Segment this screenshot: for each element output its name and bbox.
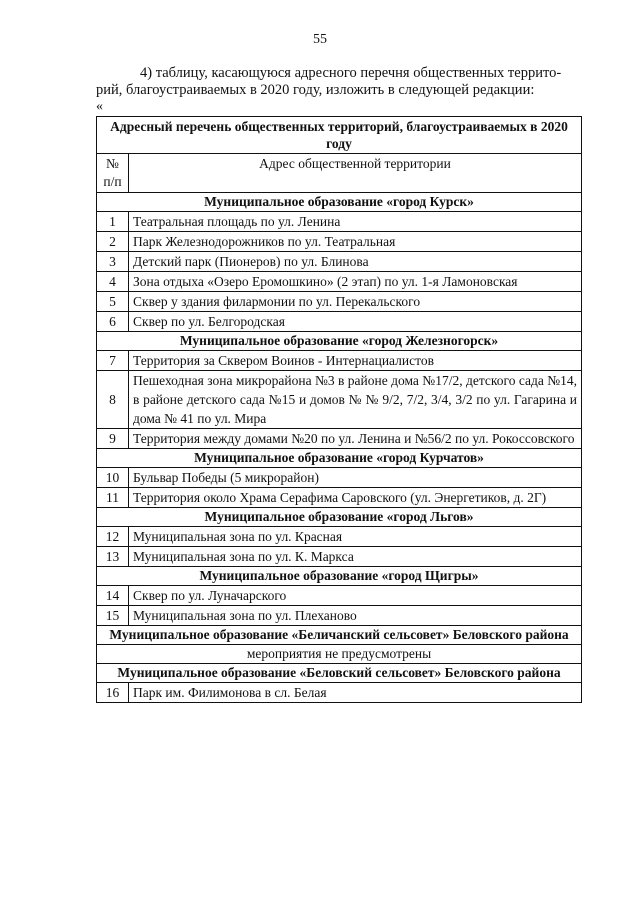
row-address: Сквер по ул. Белгородская: [129, 312, 582, 332]
row-address: Муниципальная зона по ул. Плеханово: [129, 606, 582, 626]
table-row: [97, 371, 582, 429]
table-title: Адресный перечень общественных территорий, благоустраиваемых в 2020 году: [97, 117, 582, 154]
row-number: 10: [97, 468, 129, 488]
section-title: Муниципальное образование «город Щигры»: [97, 567, 582, 586]
row-address: Пешеходная зона микрорайона №3 в районе дома №17/2, детского сада №14, в районе детского сада №15 и домов № № 9/2, 7/2, 3/4, 3/2 по ул. Гагарина и дома № 41 по ул. Мира: [129, 371, 582, 429]
table-row: [97, 292, 582, 312]
header-address: Адрес общественной территории: [129, 154, 582, 193]
table-title-row: [97, 117, 582, 154]
section-title: Муниципальное образование «город Курчатов»: [97, 449, 582, 468]
row-address: Территория около Храма Серафима Саровского (ул. Энергетиков, д. 2Г): [129, 488, 582, 508]
row-address: Парк им. Филимонова в сл. Белая: [129, 683, 582, 703]
row-address: Бульвар Победы (5 микрорайон): [129, 468, 582, 488]
section-row: [97, 567, 582, 586]
table-header-row: [97, 154, 582, 193]
header-num: № п/п: [97, 154, 129, 193]
row-number: 7: [97, 351, 129, 371]
section-row: [97, 193, 582, 212]
row-address: Территория между домами №20 по ул. Ленина и №56/2 по ул. Рокоссовского: [129, 429, 582, 449]
address-table: [96, 116, 582, 703]
section-row: [97, 449, 582, 468]
row-number: 4: [97, 272, 129, 292]
table-row: [97, 683, 582, 703]
row-address: Зона отдыха «Озеро Еромошкино» (2 этап) по ул. 1-я Ламоновская: [129, 272, 582, 292]
table-row: [97, 351, 582, 371]
section-title: Муниципальное образование «город Железногорск»: [97, 332, 582, 351]
section-title: Муниципальное образование «Беличанский сельсовет» Беловского района: [97, 626, 582, 645]
row-address: Театральная площадь по ул. Ленина: [129, 212, 582, 232]
row-address: Муниципальная зона по ул. Красная: [129, 527, 582, 547]
section-note: мероприятия не предусмотрены: [97, 645, 582, 664]
table-row: [97, 429, 582, 449]
table-row: [97, 488, 582, 508]
table-row: [97, 252, 582, 272]
row-number: 1: [97, 212, 129, 232]
intro-line-2: рий, благоустраиваемых в 2020 году, изложить в следующей редакции:: [96, 82, 535, 98]
row-number: 8: [97, 371, 129, 429]
table-row: [97, 272, 582, 292]
row-number: 13: [97, 547, 129, 567]
table-row: [97, 312, 582, 332]
row-address: Парк Железнодорожников по ул. Театральная: [129, 232, 582, 252]
row-address: Территория за Сквером Воинов - Интернациалистов: [129, 351, 582, 371]
intro-paragraph: [96, 65, 582, 99]
table-row: [97, 606, 582, 626]
section-row: [97, 332, 582, 351]
table-row: [97, 468, 582, 488]
row-number: 3: [97, 252, 129, 272]
section-title: Муниципальное образование «Беловский сельсовет» Беловского района: [97, 664, 582, 683]
table-row: [97, 232, 582, 252]
table-row: [97, 212, 582, 232]
section-row: [97, 626, 582, 645]
row-number: 6: [97, 312, 129, 332]
row-number: 2: [97, 232, 129, 252]
table-row: [97, 586, 582, 606]
row-number: 15: [97, 606, 129, 626]
row-address: Детский парк (Пионеров) по ул. Блинова: [129, 252, 582, 272]
section-row: [97, 664, 582, 683]
section-title: Муниципальное образование «город Курск»: [97, 193, 582, 212]
row-number: 9: [97, 429, 129, 449]
row-number: 16: [97, 683, 129, 703]
row-number: 12: [97, 527, 129, 547]
section-title: Муниципальное образование «город Льгов»: [97, 508, 582, 527]
row-number: 5: [97, 292, 129, 312]
row-address: Сквер у здания филармонии по ул. Перекальского: [129, 292, 582, 312]
table-row: [97, 547, 582, 567]
intro-line-1: 4) таблицу, касающуюся адресного перечня общественных террито-: [140, 65, 562, 81]
row-address: Сквер по ул. Луначарского: [129, 586, 582, 606]
row-address: Муниципальная зона по ул. К. Маркса: [129, 547, 582, 567]
section-note-row: [97, 645, 582, 664]
page-number: 55: [313, 32, 327, 47]
row-number: 14: [97, 586, 129, 606]
row-number: 11: [97, 488, 129, 508]
table-row: [97, 527, 582, 547]
opening-quote-mark: «: [96, 99, 103, 114]
section-row: [97, 508, 582, 527]
